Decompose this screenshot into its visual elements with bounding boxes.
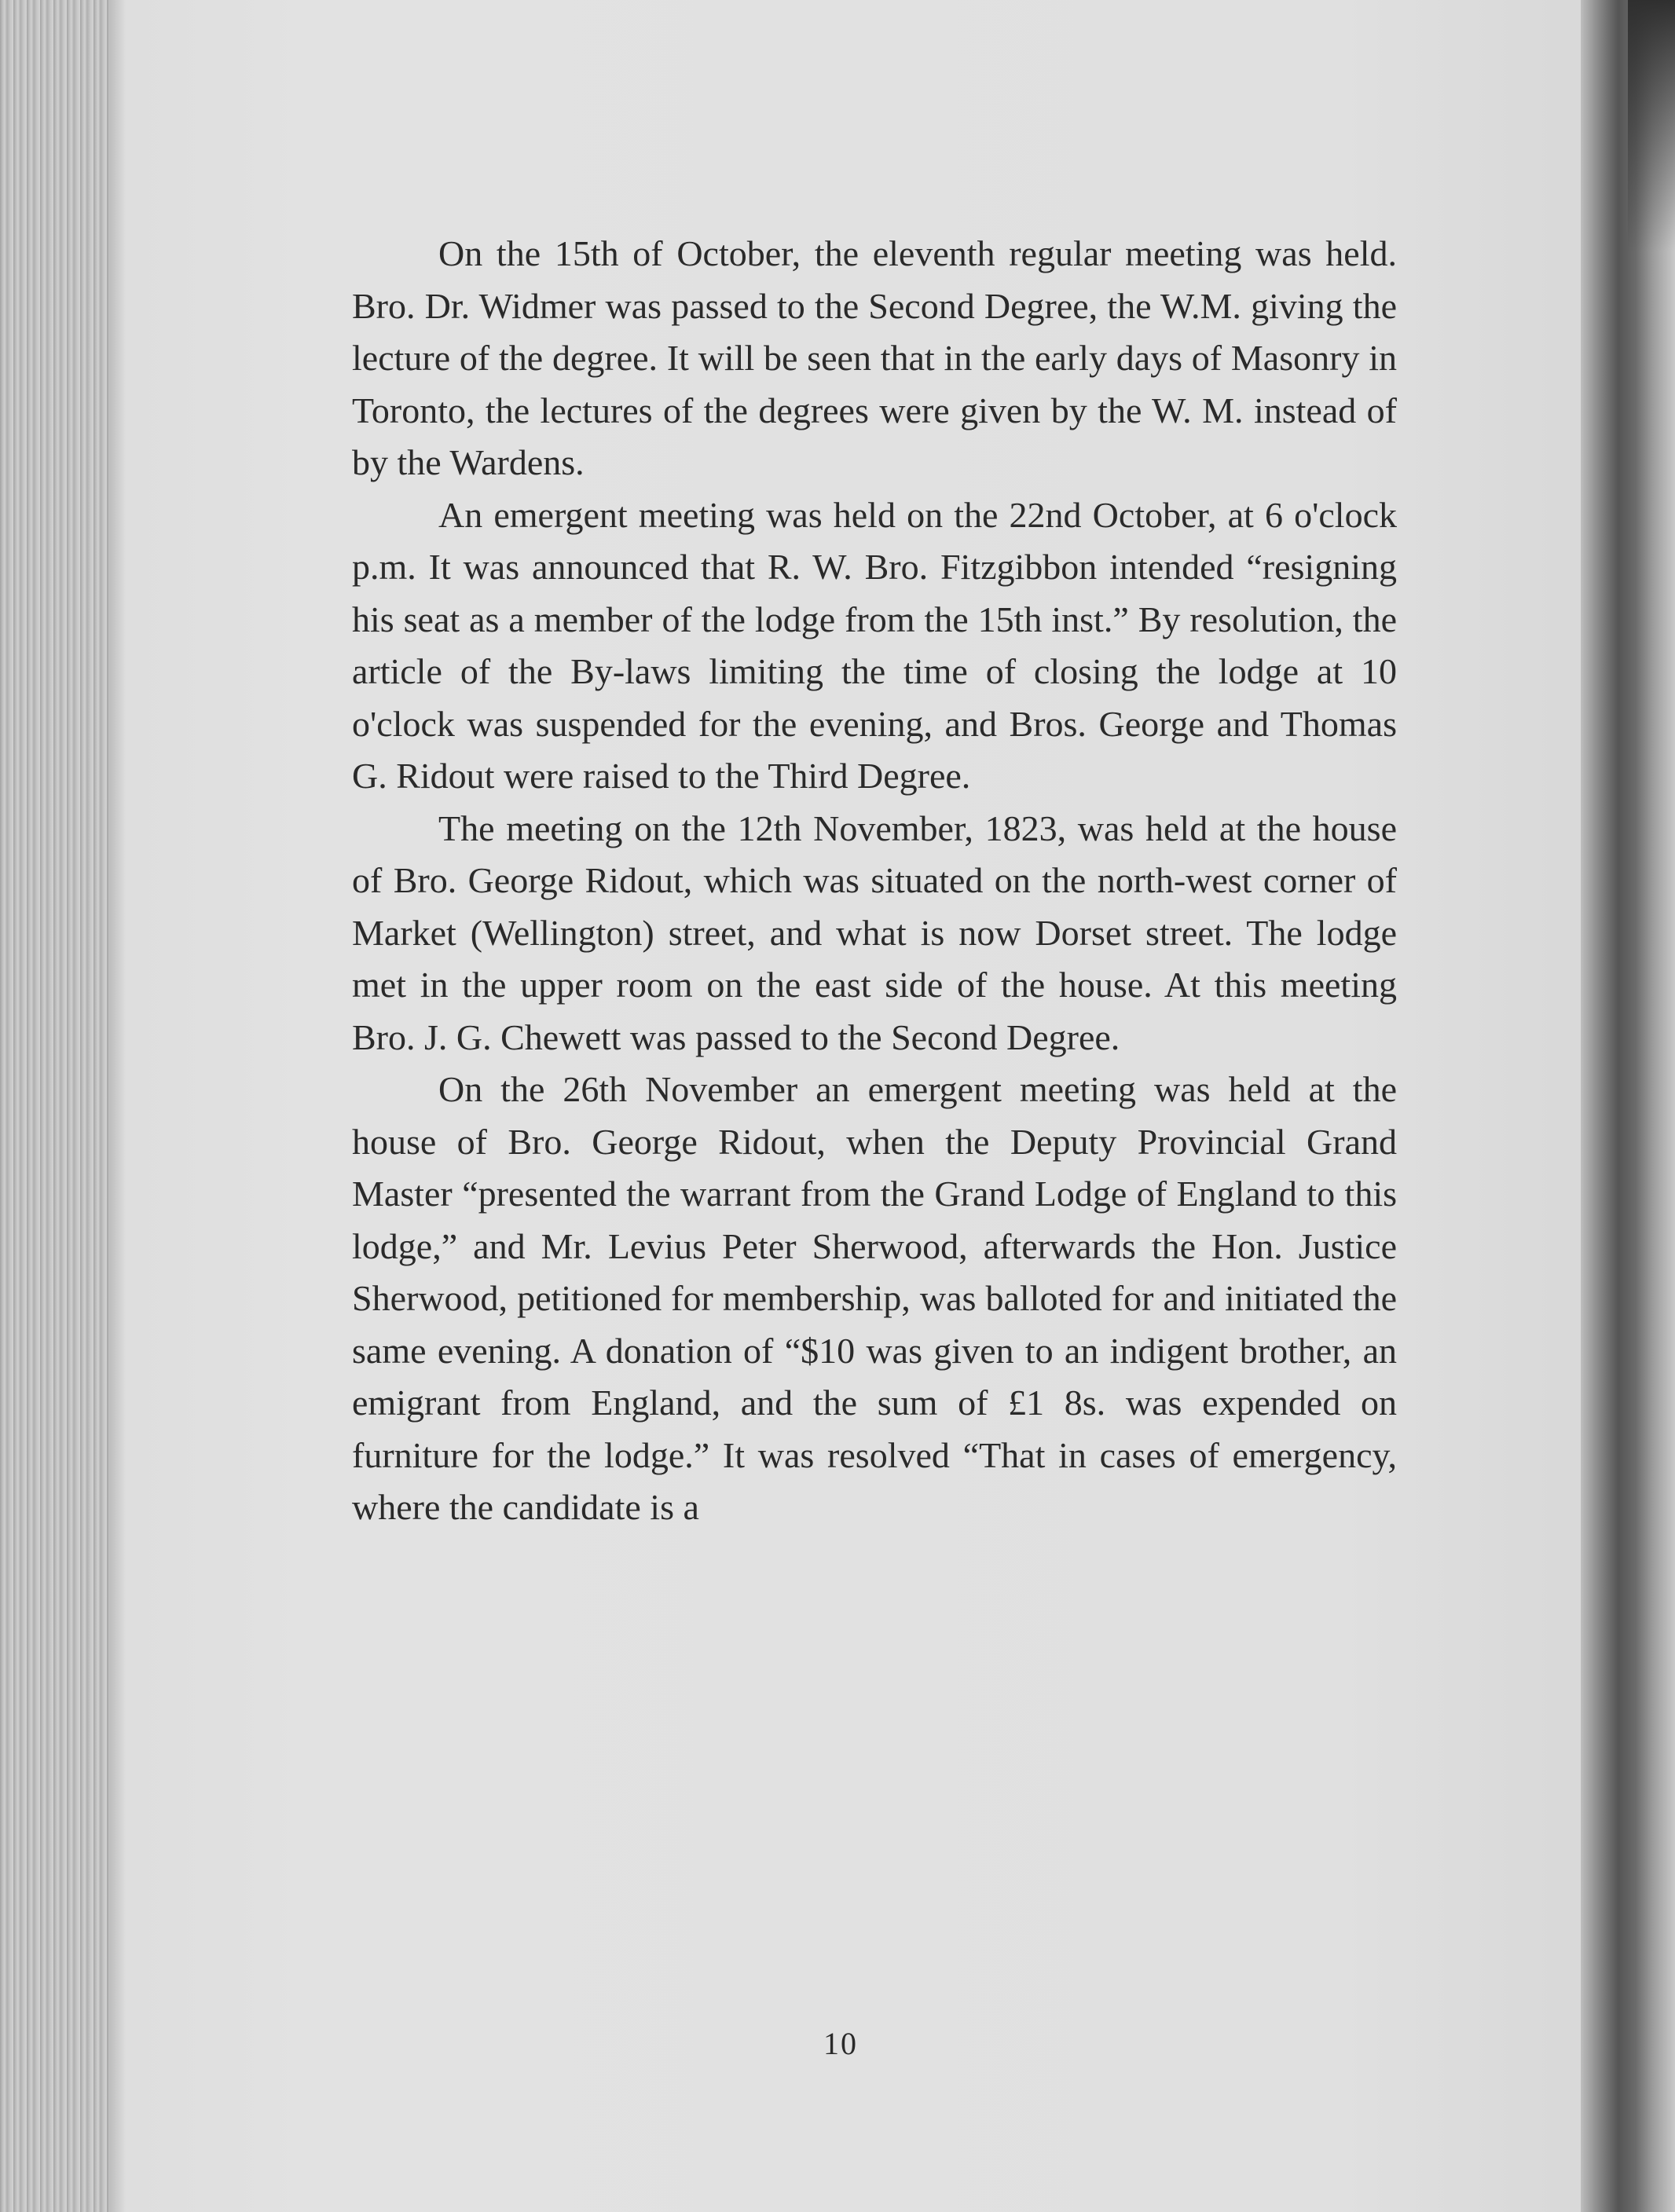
paragraph-october-22: An emergent meeting was held on the 22nd October, at 6 o'clock p.m. It was announced that R. W. Bro. Fitzgibbon intended “resigning his seat as a member of the lodge from the 15th inst.” By resolution, the article of the By-laws limiting the time of closing the lodge at 10 o'clock was suspended for the evening, and Bros. George and Thomas G. Ridout were raised to the Third Degree. xyxy=(352,494,1397,796)
page-edges-left xyxy=(0,0,110,2212)
page-number: 10 xyxy=(823,2026,858,2061)
body-text xyxy=(352,228,1397,1534)
paragraph-november-26: On the 26th November an emergent meeting was held at the house of Bro. George Ridout, when the Deputy Provincial Grand Master “presented the warrant from the Grand Lodge of England to this lodge,” and Mr. Levius Peter Sherwood, afterwards the Hon. Justice Sherwood, petitioned for membership, was balloted for and initiated the same evening. A donation of “$10 was given to an indigent brother, an emigrant from England, and the sum of £1 8s. was expended on furniture for the lodge.” It was resolved “That in cases of emergency, where the candidate is a xyxy=(352,1069,1397,1527)
paragraph-november-12: The meeting on the 12th November, 1823, was held at the house of Bro. George Ridout, which was situated on the north-west corner of Market (Wellington) street, and what is now Dorset street. The lodge met in the upper room on the east side of the house. At this meeting Bro. J. G. Chewett was passed to the Second Degree. xyxy=(352,808,1397,1057)
binding-shadow-right xyxy=(1581,0,1675,2212)
paragraph-october-15: On the 15th of October, the eleventh regular meeting was held. Bro. Dr. Widmer was passed to the Second Degree, the W.M. giving the lecture of the degree. It will be seen that in the early days of Masonry in Toronto, the lectures of the degrees were given by the W. M. instead of by the Wardens. xyxy=(352,233,1397,482)
binding-shadow-top xyxy=(1628,0,1675,251)
